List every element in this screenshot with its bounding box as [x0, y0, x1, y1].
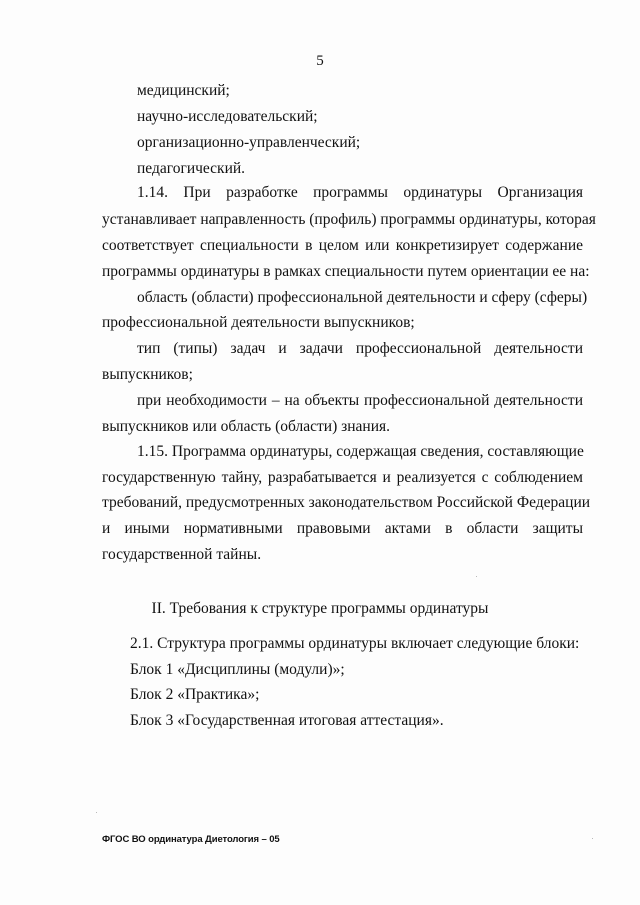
block-1-item: Блок 1 «Дисциплины (модули)»; [130, 661, 345, 678]
para-1-15-line-4: и иными нормативными правовыми актами в области защиты [102, 520, 583, 537]
orientation-tasks-line-2: выпускников; [102, 366, 193, 383]
orientation-tasks-line-1: тип (типы) задач и задачи профессиональной деятельности [137, 340, 583, 357]
orientation-objects-line-1: при необходимости – на объекты профессиональной деятельности [137, 392, 583, 409]
para-1-15-line-3: требований, предусмотренных законодательством Российской Федерации [102, 494, 591, 511]
scan-speck [96, 812, 97, 813]
list-item-medical: медицинский; [137, 82, 230, 99]
orientation-area-line-1: область (области) профессиональной деятельности и сферу (сферы) [137, 289, 588, 306]
para-1-14-line-2: устанавливает направленность (профиль) программы ординатуры, которая [102, 211, 596, 228]
scan-speck [592, 838, 593, 839]
page-number: 5 [316, 53, 324, 69]
para-1-14-line-3: соответствует специальности в целом или конкретизирует содержание [102, 237, 583, 254]
orientation-objects-line-2: выпускников или область (области) знания. [102, 418, 391, 435]
block-3-item: Блок 3 «Государственная итоговая аттестация». [130, 712, 444, 729]
para-1-14-line-4: программы ординатуры в рамках специальности путем ориентации ее на: [102, 263, 590, 280]
block-2-item: Блок 2 «Практика»; [130, 686, 260, 703]
list-item-pedagogical: педагогический. [137, 160, 246, 177]
section-2-1-intro: 2.1. Структура программы ординатуры включает следующие блоки: [130, 635, 580, 652]
orientation-area-line-2: профессиональной деятельности выпускников; [102, 314, 415, 331]
list-item-research: научно-исследовательский; [137, 108, 318, 125]
para-1-15-line-1: 1.15. Программа ординатуры, содержащая сведения, составляющие [137, 443, 584, 460]
scan-speck [476, 576, 477, 577]
footer-document-code: ФГОС ВО ординатура Диетология – 05 [102, 834, 280, 845]
list-item-management: организационно-управленческий; [137, 134, 361, 151]
para-1-15-line-5: государственной тайны. [102, 546, 262, 563]
para-1-14-line-1: 1.14. При разработке программы ординатуры Организация [137, 184, 583, 201]
section-title: II. Требования к структуре программы ординатуры [151, 600, 489, 617]
para-1-15-line-2: государственную тайну, разрабатывается и реализуется с соблюдением [102, 469, 583, 486]
